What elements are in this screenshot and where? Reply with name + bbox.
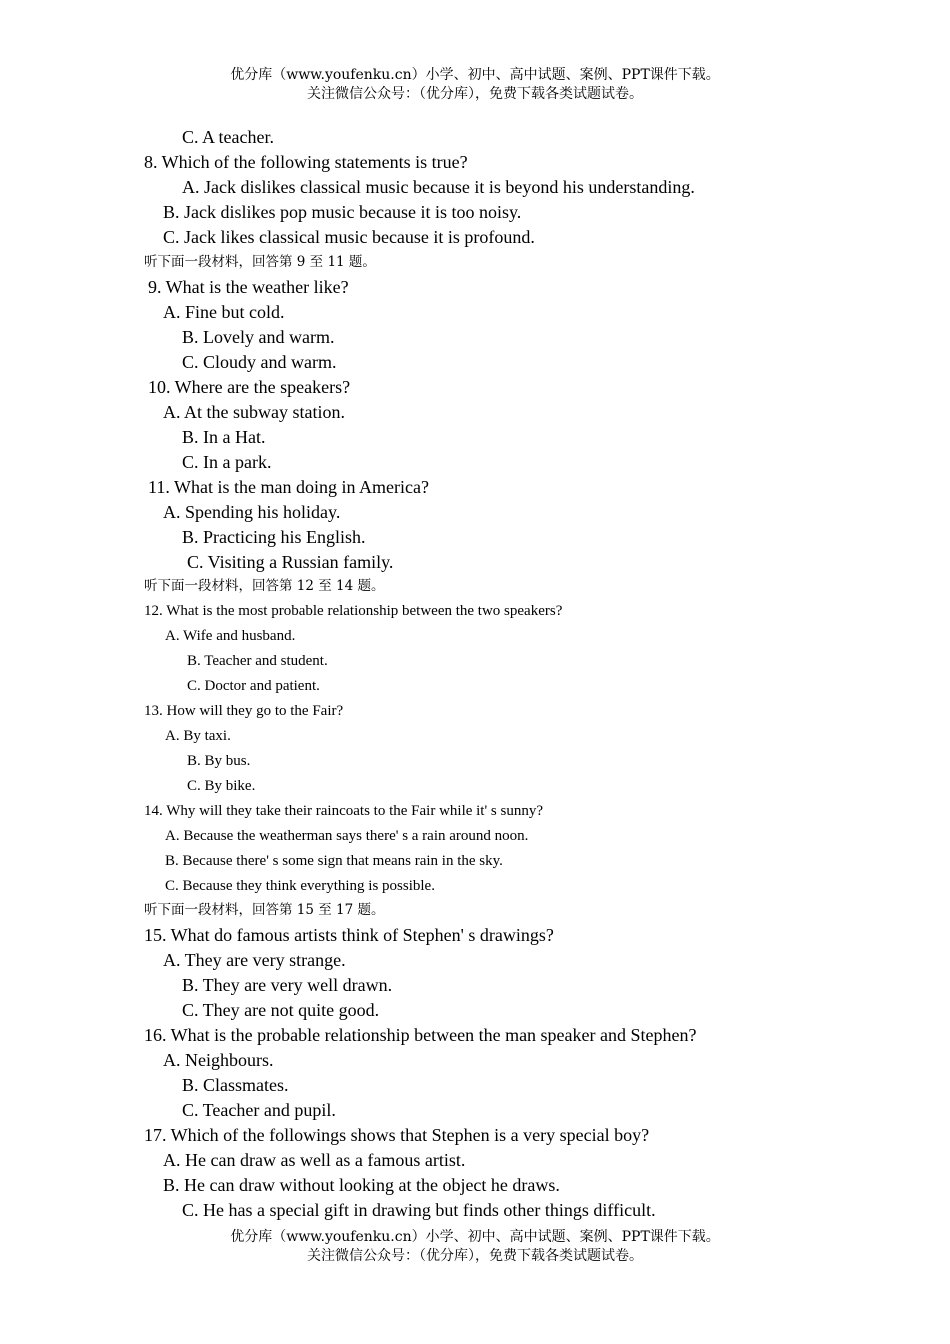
option-13a: A. By taxi. <box>165 728 231 744</box>
question-11: 11. What is the man doing in America? <box>148 477 429 497</box>
section-instruction-12-14: 听下面一段材料，回答第 12 至 14 题。 <box>144 578 385 594</box>
option-12c: C. Doctor and patient. <box>187 678 320 694</box>
question-14: 14. Why will they take their raincoats to the Fair while it' s sunny? <box>144 803 544 819</box>
option-14a: A. Because the weatherman says there' s a rain around noon. <box>165 828 529 844</box>
option-17b: B. He can draw without looking at the object he draws. <box>163 1175 560 1195</box>
option-10b: B. In a Hat. <box>182 427 266 447</box>
option-10a: A. At the subway station. <box>163 402 345 422</box>
option-9c: C. Cloudy and warm. <box>182 352 337 372</box>
page-header <box>0 66 950 104</box>
option-14c: C. Because they think everything is possible. <box>165 878 435 894</box>
option-13b: B. By bus. <box>187 753 251 769</box>
option-12a: A. Wife and husband. <box>165 628 296 644</box>
option-14b: B. Because there' s some sign that means rain in the sky. <box>165 853 503 869</box>
header-line-1: 优分库（www.youfenku.cn）小学、初中、高中试题、案例、PPT课件下载。 <box>230 67 720 83</box>
option-16a: A. Neighbours. <box>163 1050 274 1070</box>
option-17a: A. He can draw as well as a famous artist. <box>163 1150 466 1170</box>
option-15b: B. They are very well drawn. <box>182 975 393 995</box>
question-8: 8. Which of the following statements is true? <box>144 152 468 172</box>
section-instruction-15-17: 听下面一段材料，回答第 15 至 17 题。 <box>144 902 385 918</box>
option-16b: B. Classmates. <box>182 1075 289 1095</box>
question-13: 13. How will they go to the Fair? <box>144 703 344 719</box>
option-8b: B. Jack dislikes pop music because it is too noisy. <box>163 202 522 222</box>
option-10c: C. In a park. <box>182 452 272 472</box>
option-13c: C. By bike. <box>187 778 256 794</box>
option-11a: A. Spending his holiday. <box>163 502 341 522</box>
option-8c: C. Jack likes classical music because it is profound. <box>163 227 535 247</box>
option-9a: A. Fine but cold. <box>163 302 285 322</box>
question-10: 10. Where are the speakers? <box>148 377 351 397</box>
question-9: 9. What is the weather like? <box>148 277 349 297</box>
question-17: 17. Which of the followings shows that Stephen is a very special boy? <box>144 1125 650 1145</box>
option-11c: C. Visiting a Russian family. <box>187 552 394 572</box>
option-17c: C. He has a special gift in drawing but finds other things difficult. <box>182 1200 656 1220</box>
footer-line-2: 关注微信公众号：（优分库），免费下载各类试题试卷。 <box>307 1248 643 1264</box>
header-line-2: 关注微信公众号：（优分库），免费下载各类试题试卷。 <box>307 86 643 102</box>
option-11b: B. Practicing his English. <box>182 527 366 547</box>
option-8a: A. Jack dislikes classical music because it is beyond his understanding. <box>182 177 695 197</box>
option-7c: C. A teacher. <box>182 127 274 147</box>
option-9b: B. Lovely and warm. <box>182 327 335 347</box>
option-15a: A. They are very strange. <box>163 950 346 970</box>
question-15: 15. What do famous artists think of Stephen' s drawings? <box>144 925 554 945</box>
section-instruction-9-11: 听下面一段材料，回答第 9 至 11 题。 <box>144 254 376 270</box>
option-12b: B. Teacher and student. <box>187 653 328 669</box>
question-12: 12. What is the most probable relationship between the two speakers? <box>144 603 563 619</box>
page-footer <box>0 1228 950 1266</box>
footer-line-1: 优分库（www.youfenku.cn）小学、初中、高中试题、案例、PPT课件下载。 <box>230 1229 720 1245</box>
option-15c: C. They are not quite good. <box>182 1000 380 1020</box>
question-16: 16. What is the probable relationship between the man speaker and Stephen? <box>144 1025 697 1045</box>
option-16c: C. Teacher and pupil. <box>182 1100 336 1120</box>
